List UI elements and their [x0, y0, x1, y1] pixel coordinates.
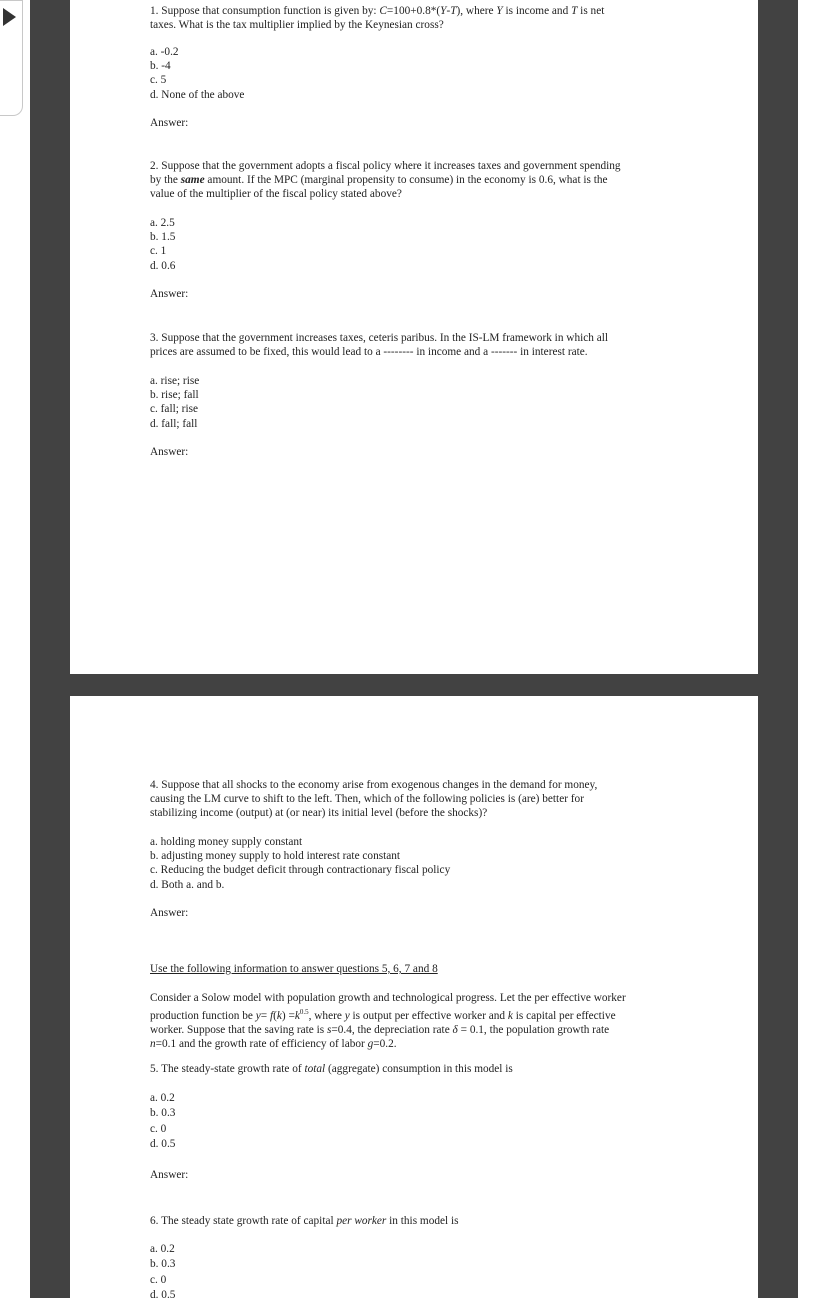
option: b. 0.3	[150, 1258, 176, 1271]
question-6-options	[150, 1242, 690, 1298]
option: c. fall; rise	[150, 403, 198, 416]
question-1-answer-label: Answer:	[150, 117, 189, 129]
option: a. 2.5	[150, 217, 175, 229]
option: d. Both a. and b.	[150, 878, 225, 891]
question-3-text: 3. Suppose that the government increases taxes, ceteris paribus. In the IS-LM framework in which all prices are assumed to be fixed, this would lead to a -------- in income and a ------- in interest rate.	[150, 332, 609, 359]
info-heading: Use the following information to answer questions 5, 6, 7 and 8	[150, 963, 438, 975]
option: d. 0.5	[150, 1137, 176, 1150]
option: b. rise; fall	[150, 389, 199, 402]
question-4-answer-label: Answer:	[150, 907, 189, 919]
question-2-answer-label: Answer:	[150, 288, 189, 300]
question-2-text: 2. Suppose that the government adopts a fiscal policy where it increases taxes and government spending by the same amount. If the MPC (marginal propensity to consume) in the economy is 0.6, what is the value of the multiplier of the fiscal policy stated above?	[150, 160, 621, 201]
option: a. holding money supply constant	[150, 836, 303, 848]
option: b. 0.3	[150, 1107, 176, 1120]
option: d. 0.5	[150, 1288, 176, 1298]
option: b. -4	[150, 60, 171, 73]
question-5-answer-label: Answer:	[150, 1169, 189, 1181]
question-1-options	[150, 45, 690, 102]
question-5-options	[150, 1091, 690, 1152]
option: c. 1	[150, 245, 167, 258]
question-2-options	[150, 216, 690, 273]
question-3-options	[150, 374, 690, 431]
document-page-2	[70, 696, 758, 1298]
option: c. 5	[150, 74, 167, 87]
question-1-text: 1. Suppose that consumption function is given by: C=100+0.8*(Y-T), where Y is income and T is net taxes. What is the tax multiplier implied by the Keynesian cross?	[150, 5, 605, 32]
question-5-text: 5. The steady-state growth rate of total (aggregate) consumption in this model is	[150, 1063, 513, 1075]
option: c. Reducing the budget deficit through contractionary fiscal policy	[150, 864, 451, 877]
question-4-options	[150, 835, 690, 892]
option: a. 0.2	[150, 1243, 175, 1255]
option: c. 0	[150, 1122, 167, 1135]
option: d. None of the above	[150, 88, 245, 101]
sidebar-toggle-button[interactable]	[0, 0, 23, 116]
option: a. rise; rise	[150, 375, 200, 387]
play-arrow-icon	[3, 8, 16, 26]
option: b. 1.5	[150, 231, 176, 244]
option: b. adjusting money supply to hold interest rate constant	[150, 850, 401, 863]
document-page-1	[70, 0, 758, 674]
option: d. fall; fall	[150, 417, 198, 430]
option: d. 0.6	[150, 259, 176, 272]
solow-model-description: Consider a Solow model with population growth and technological progress. Let the per effective worker production function be $y= f(k) =k^{0.5}$, where y is output per effective worker and k is capital per effective worker. Suppose that the saving rate is s=0.4, the depreciation rate δ = 0.1, the population growth rate n=0.1 and the growth rate of efficiency of labor g=0.2.	[150, 992, 626, 1051]
question-3-answer-label: Answer:	[150, 446, 189, 458]
question-6-text: 6. The steady state growth rate of capital per worker in this model is	[150, 1215, 459, 1227]
option: c. 0	[150, 1273, 167, 1286]
option: a. -0.2	[150, 46, 179, 58]
option: a. 0.2	[150, 1092, 175, 1104]
question-4-text: 4. Suppose that all shocks to the economy arise from exogenous changes in the demand for money, causing the LM curve to shift to the left. Then, which of the following policies is (are) better for stabilizing income (output) at (or near) its initial level (before the shocks)?	[150, 779, 598, 820]
